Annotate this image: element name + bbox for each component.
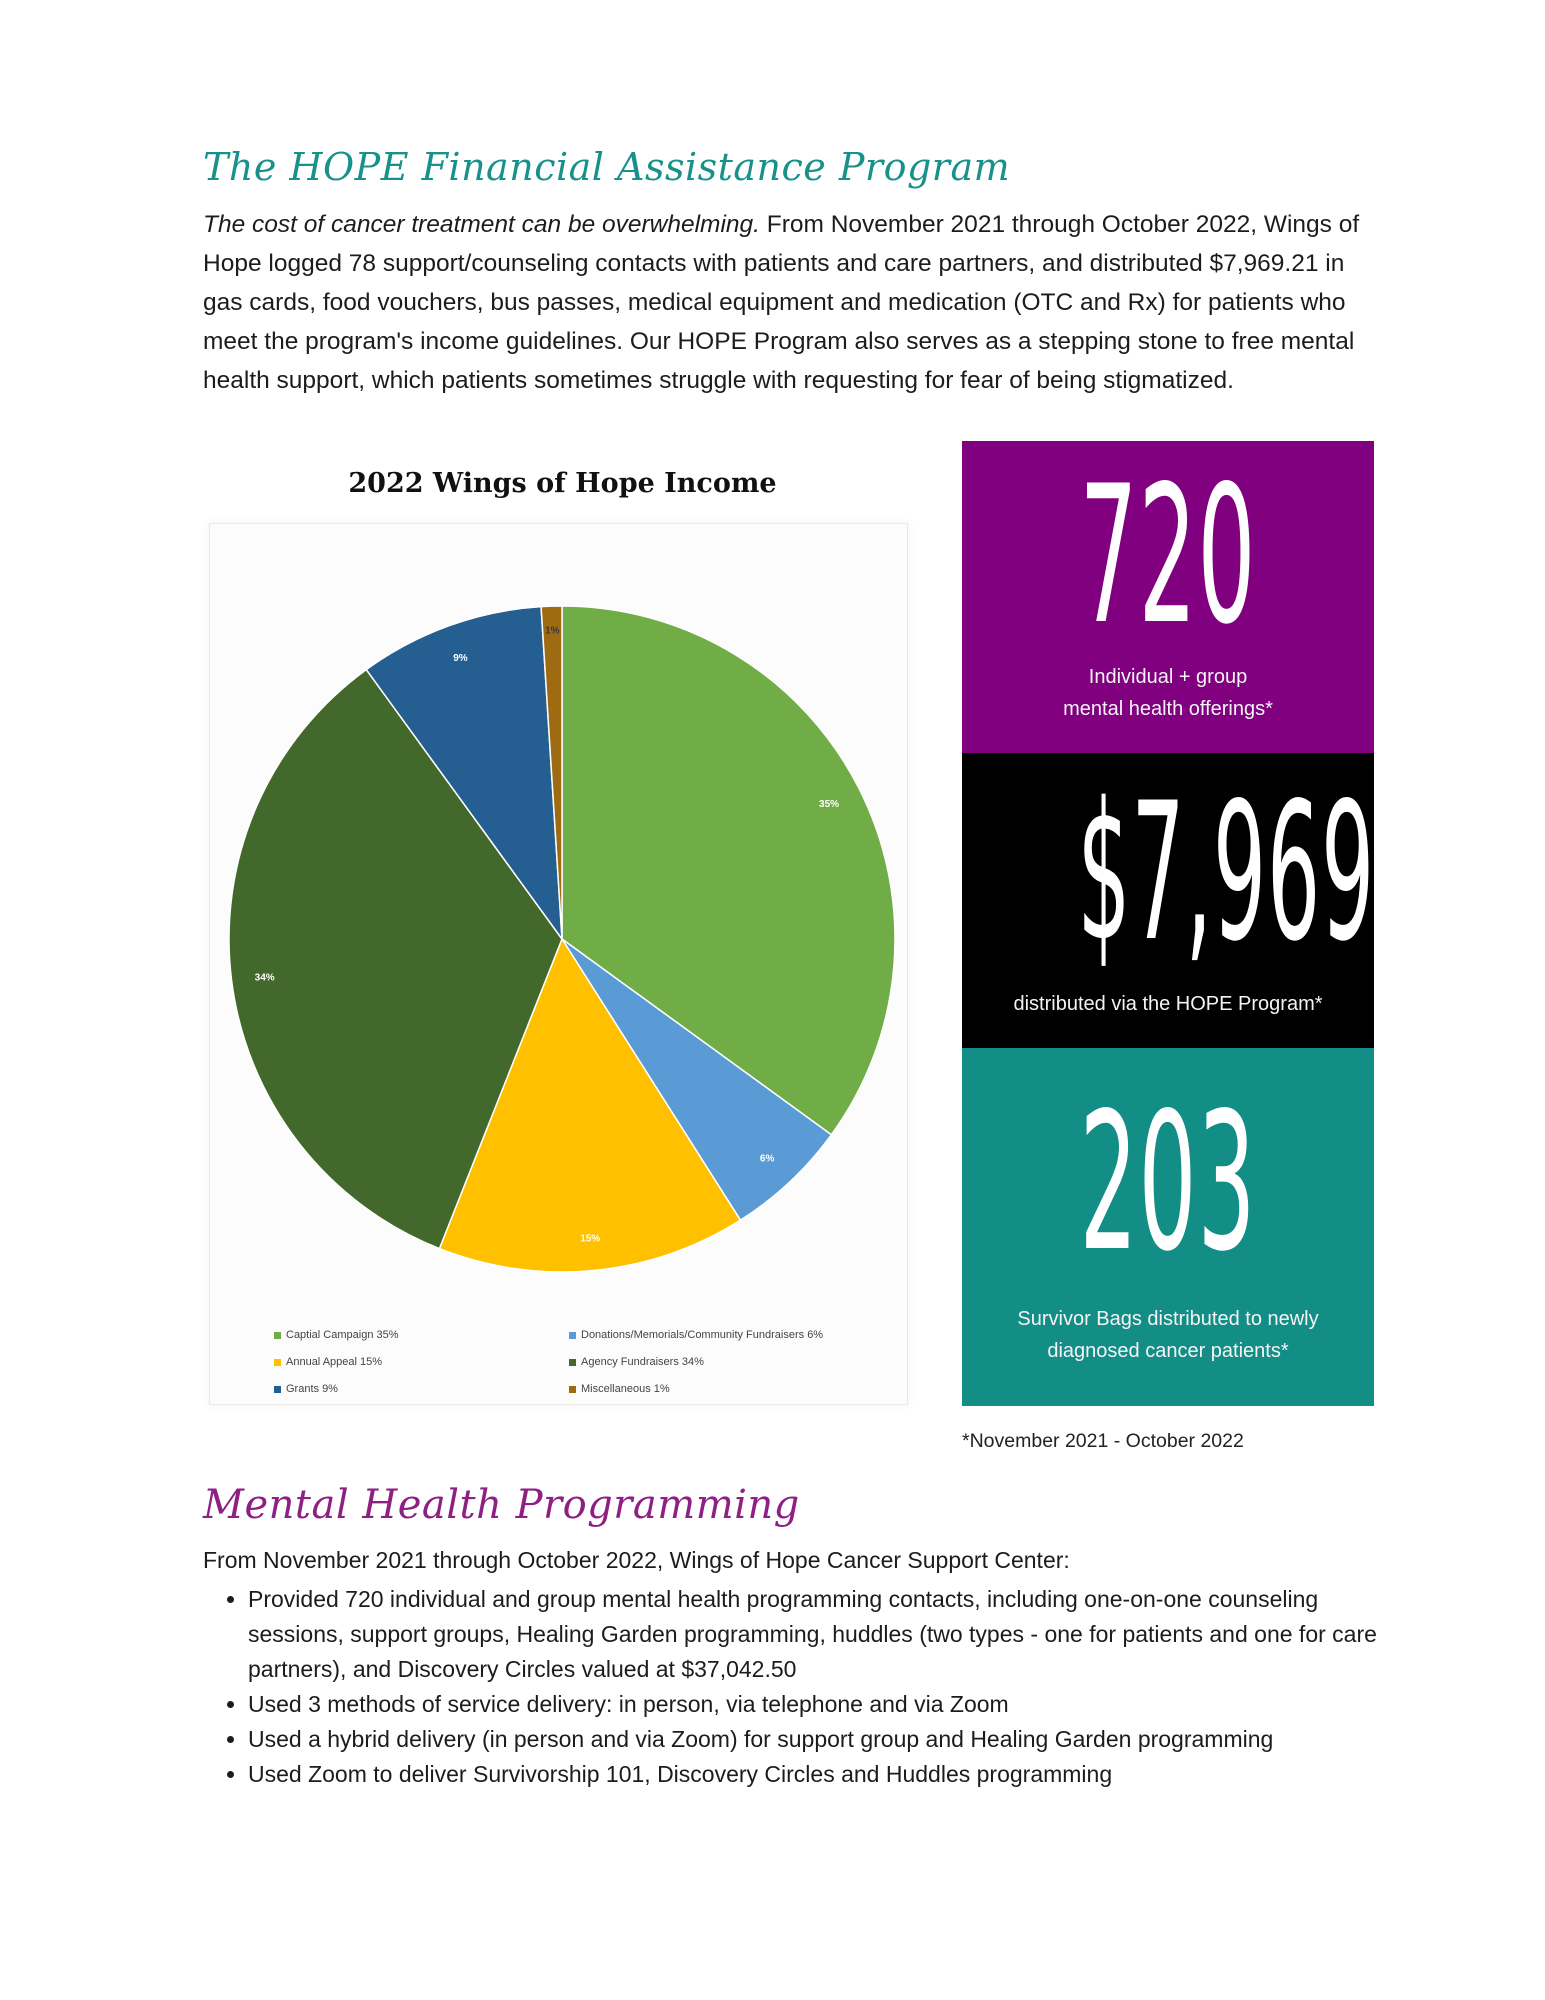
legend-item-annual-appeal — [274, 1356, 382, 1368]
legend-label: Miscellaneous 1% — [581, 1383, 670, 1395]
stat-panel-offerings — [962, 441, 1374, 753]
hope-intro-italic: The cost of cancer treatment can be overwhelming. — [203, 211, 760, 238]
legend-swatch — [569, 1332, 576, 1339]
pie-data-label-captial-campaign: 35% — [819, 798, 840, 810]
legend-item-agency-fundraisers — [569, 1356, 704, 1368]
pie-chart — [209, 523, 908, 1405]
mental-health-intro: From November 2021 through October 2022, Wings of Hope Cancer Support Center: — [203, 1547, 1070, 1573]
stat-number-survivor-bags: 203 — [1079, 1072, 1257, 1293]
stat-label-distributed: distributed via the HOPE Program* — [1013, 993, 1323, 1015]
stat-panel-distributed — [962, 753, 1374, 1048]
stat-panel-survivor-bags — [962, 1048, 1374, 1406]
stat-number-distributed: $7,969 — [1077, 762, 1376, 983]
stat-label-survivor-bags-line2: diagnosed cancer patients* — [1047, 1340, 1289, 1362]
legend-label: Agency Fundraisers 34% — [581, 1356, 704, 1368]
pie-data-label-agency-fundraisers: 34% — [254, 972, 275, 984]
pie-data-label-miscellaneous: 1% — [545, 625, 560, 637]
stat-label-survivor-bags-line1: Survivor Bags distributed to newly — [1017, 1308, 1319, 1330]
pie-data-label-annual-appeal: 15% — [580, 1233, 601, 1245]
legend-label: Grants 9% — [286, 1383, 338, 1395]
pie-data-label-grants: 9% — [453, 653, 468, 665]
list-item: • Provided 720 individual and group mental health programming contacts, including one-on-one counseling sessions, support groups, Healing Garden programming, huddles (two types - one for patients and one for care partners), and Discovery Circles valued at $37,042.50 — [248, 1582, 1378, 1687]
legend-label: Annual Appeal 15% — [286, 1356, 383, 1368]
list-item: • Used 3 methods of service delivery: in person, via telephone and via Zoom — [248, 1687, 1378, 1722]
mental-health-list — [203, 1582, 1378, 1792]
legend-swatch — [274, 1332, 281, 1339]
legend-item-grants — [274, 1383, 338, 1395]
stat-label-survivor-bags — [972, 1303, 1364, 1367]
list-item: • Used a hybrid delivery (in person and via Zoom) for support group and Healing Garden programming — [248, 1722, 1378, 1757]
legend-swatch — [569, 1386, 576, 1393]
hope-program-intro — [203, 205, 1373, 400]
legend-label: Donations/Memorials/Community Fundraisers 6% — [581, 1329, 824, 1341]
mental-health-heading: Mental Health Programming — [203, 1482, 800, 1528]
legend-swatch — [274, 1359, 281, 1366]
hope-program-heading: The HOPE Financial Assistance Program — [203, 145, 1011, 189]
pie-data-label-donations-memorials-community-fundraisers: 6% — [759, 1153, 775, 1165]
legend-swatch — [569, 1359, 576, 1366]
stat-label-offerings-line1: Individual + group — [1088, 666, 1248, 688]
legend-label: Captial Campaign 35% — [286, 1329, 399, 1341]
stat-label-offerings — [972, 661, 1364, 725]
stat-number-offerings: 720 — [1079, 445, 1257, 666]
legend-item-miscellaneous — [569, 1383, 670, 1395]
stat-label-offerings-line2: mental health offerings* — [1063, 698, 1273, 720]
list-item: • Used Zoom to deliver Survivorship 101, Discovery Circles and Huddles programming — [248, 1757, 1378, 1792]
stats-footnote: *November 2021 - October 2022 — [962, 1430, 1244, 1452]
legend-item-captial-campaign — [274, 1329, 399, 1341]
legend-swatch — [274, 1386, 281, 1393]
legend-item-donations-memorials-community-fundraisers — [569, 1329, 823, 1341]
chart-title: 2022 Wings of Hope Income — [348, 468, 777, 499]
pie-chart-svg — [210, 524, 907, 1404]
hope-intro-body: From November 2021 through October 2022, Wings of Hope logged 78 support/counseling contacts with patients and care partners, and distributed $7,969.21 in gas cards, food vouchers, bus passes, medical equipment and medication (OTC and Rx) for patients who meet the program's income guidelines. Our HOPE Program also serves as a stepping stone to free mental health support, which patients sometimes struggle with requesting for fear of being stigmatized. — [203, 211, 1360, 394]
